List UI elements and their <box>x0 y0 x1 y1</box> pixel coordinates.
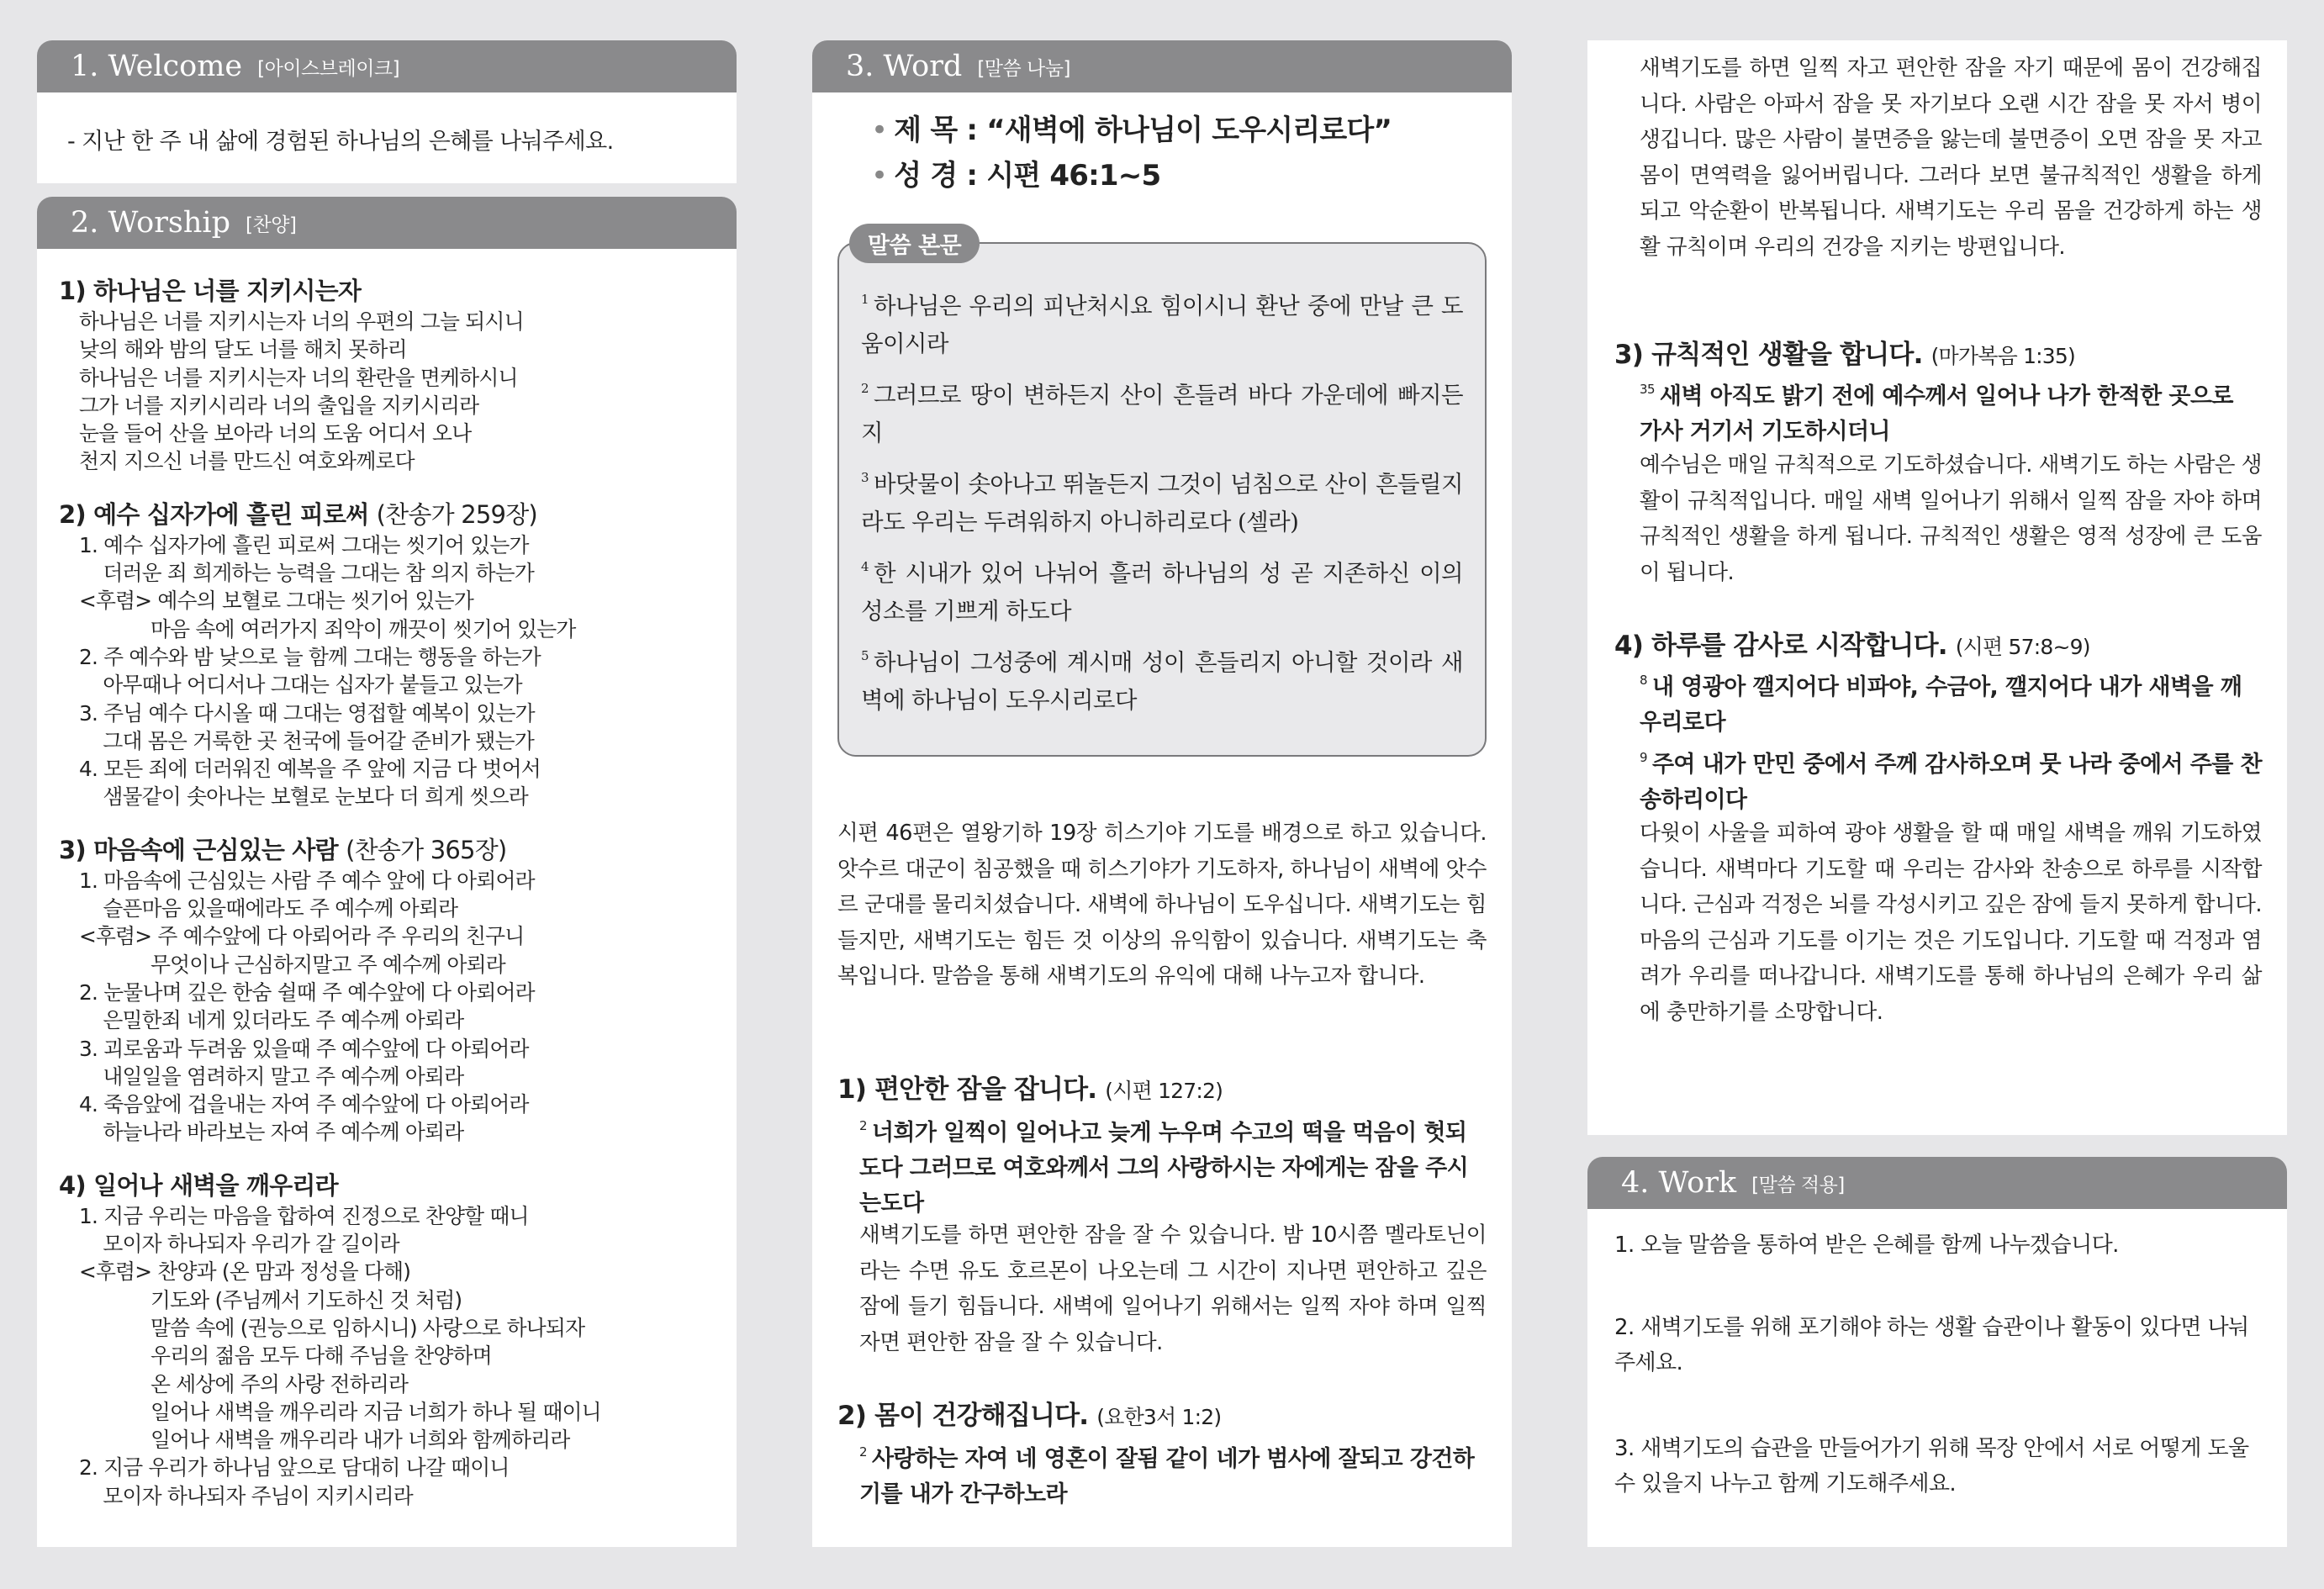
word-body <box>812 92 1512 1547</box>
scripture-value: 시편 46:1~5 <box>986 159 1161 193</box>
sermon-topic <box>871 108 1392 153</box>
worship-title: 2. Worship <box>71 206 231 240</box>
point-4-verse-2-num: 9 <box>1640 750 1647 765</box>
column-1 <box>37 40 737 1547</box>
song-hymn-number: (찬송가 365장) <box>346 835 507 864</box>
point-3-verse <box>1640 372 2262 450</box>
bullet-icon: • <box>871 159 888 193</box>
work-body <box>1587 1209 2287 1547</box>
song-lyric-line: 아무때나 어디서나 그대는 십자가 붙들고 있는가 <box>79 673 522 698</box>
song-lyric-line: 그대 몸은 거룩한 곳 천국에 들어갈 준비가 됐는가 <box>79 728 534 753</box>
song-lyric-line: 그가 너를 지키시리라 너의 출입을 지키시리라 <box>79 393 479 418</box>
song-lyric-line: 무엇이나 근심하지말고 주 예수께 아뢰라 <box>79 952 505 977</box>
point-4-verse-2-text: 주여 내가 만민 중에서 주께 감사하오며 뭇 나라 중에서 주를 찬송하리이다 <box>1640 752 2263 813</box>
verse-number: 2 <box>861 381 869 396</box>
welcome-title: 1. Welcome <box>71 50 243 83</box>
song-title-text: 1) 하나님은 너를 지키시는자 <box>59 277 362 305</box>
song-lyric-line: 내일일을 염려하지 말고 주 예수께 아뢰라 <box>79 1064 464 1089</box>
point-1-heading <box>837 1068 1223 1106</box>
scripture-verse <box>861 281 1463 363</box>
point-1-ref: (시편 127:2) <box>1105 1079 1223 1103</box>
welcome-text: - 지난 한 주 내 삶에 경험된 하나님의 은혜를 나눠주세요. <box>67 129 614 155</box>
verse-number: 3 <box>861 470 869 485</box>
word-continued <box>1587 40 2287 1135</box>
word-header <box>812 40 1512 92</box>
song-lyric-line: <후렴> 주 예수앞에 다 아뢰어라 주 우리의 친구니 <box>79 924 525 949</box>
point-2-verse <box>859 1434 1487 1512</box>
work-item-2: 2. 새벽기도를 위해 포기해야 하는 생활 습관이나 활동이 있다면 나눠주세요. <box>1614 1315 2249 1375</box>
song-lyric-line: 하나님은 너를 지키시는자 너의 환란을 면케하시니 <box>79 365 518 390</box>
point-4-ref: (시편 57:8~9) <box>1955 635 2090 659</box>
song-lyric-line: 2. 주 예수와 밤 낮으로 늘 함께 그대는 행동을 하는가 <box>79 644 541 669</box>
song-lyric-line: 하늘나라 바라보는 자여 주 예수께 아뢰라 <box>79 1120 464 1145</box>
point-4-heading <box>1614 624 2090 662</box>
song-lyric-line: <후렴> 찬양과 (온 맘과 정성을 다해) <box>79 1259 411 1285</box>
point-3-verse-text: 새벽 아직도 밝기 전에 예수께서 일어나 나가 한적한 곳으로 가사 거기서 기도하시더니 <box>1640 383 2233 445</box>
verse-list <box>861 281 1463 726</box>
point-4-verse-2 <box>1640 740 2262 818</box>
scripture-verse <box>861 637 1463 720</box>
song-list <box>59 274 723 1510</box>
point-4-verse-1 <box>1640 663 2262 741</box>
scripture-badge: 말씀 본문 <box>849 224 980 263</box>
verse-text: 하나님은 우리의 피난처시요 힘이시니 환난 중에 만날 큰 도움이시라 <box>861 293 1463 357</box>
song-lyric-line: 은밀한죄 네게 있더라도 주 예수께 아뢰라 <box>79 1008 464 1033</box>
song-lyric-line: 낮의 해와 밤의 달도 너를 해치 못하리 <box>79 337 407 362</box>
intro-paragraph: 시편 46편은 열왕기하 19장 히스기야 기도를 배경으로 하고 있습니다. 앗수르 대군이 침공했을 때 히스기야가 기도하자, 하나님이 새벽에 앗수르 군대를 물리치셨습니다. 새벽에 하나님이 도우십니다. 새벽기도는 힘들지만, 새벽기도는 힘든 것 이상의 유익함이 있습니다. 새벽기도는 축복입니다. 말씀을 통해 새벽기도의 유익에 대해 나누고자 합니다. <box>837 821 1487 989</box>
point-4-body: 다윗이 사울을 피하여 광야 생활을 할 때 매일 새벽을 깨워 기도하였습니다. 새벽마다 기도할 때 우리는 감사와 찬송으로 하루를 시작합니다. 근심과 걱정은 뇌를 각성시키고 깊은 잠에 들지 못하게 합니다. 마음의 근심과 기도를 이기는 것은 기도입니다. 기도할 때 걱정과 염려가 우리를 떠나갑니다. 새벽기도를 통해 하나님의 은혜가 우리 삶에 충만하기를 소망합니다. <box>1640 821 2262 1025</box>
point-3-title: 3) 규칙적인 생활을 합니다. <box>1614 340 1923 370</box>
song-lyric-line: 더러운 죄 희게하는 능력을 그대는 참 의지 하는가 <box>79 561 534 586</box>
point-1-body: 새벽기도를 하면 편안한 잠을 잘 수 있습니다. 밤 10시쯤 멜라토닌이라는 수면 유도 호르몬이 나오는데 그 시간이 지나면 편안하고 깊은 잠에 들기 힘듭니다. 새벽에 일어나기 위해서는 일찍 자야 하며 일찍 자면 편안한 잠을 잘 수 있습니다. <box>859 1222 1487 1355</box>
song-lyric-line: 4. 죽음앞에 겁을내는 자여 주 예수앞에 다 아뢰어라 <box>79 1092 529 1117</box>
point-1-verse <box>859 1108 1487 1222</box>
song-title-text: 2) 예수 십자가에 흘린 피로써 <box>59 499 369 529</box>
work-header <box>1587 1157 2287 1209</box>
song-lyric-line: 하나님은 너를 지키시는자 너의 우편의 그늘 되시니 <box>79 309 524 334</box>
point-4-verse-1-num: 8 <box>1640 673 1647 688</box>
song-lyric-line: 슬픈마음 있을때에라도 주 예수께 아뢰라 <box>79 896 458 921</box>
song-title <box>59 833 723 867</box>
scripture-verse <box>861 548 1463 631</box>
song-title <box>59 1169 723 1202</box>
welcome-header <box>37 40 737 92</box>
verse-text: 그러므로 땅이 변하든지 산이 흔들려 바다 가운데에 빠지든지 <box>861 382 1463 446</box>
worship-subtitle: [찬양] <box>246 214 297 236</box>
work-subtitle: [말씀 적용] <box>1751 1174 1845 1196</box>
song-lyric-line: 샘물같이 솟아나는 보혈로 눈보다 더 희게 씻으라 <box>79 784 528 810</box>
song-lyric-line: 1. 예수 십자가에 흘린 피로써 그대는 씻기어 있는가 <box>79 532 529 557</box>
scripture-label: 성 경 : <box>894 159 987 193</box>
topic-value: “새벽에 하나님이 도우시리로다” <box>986 114 1392 147</box>
worship-header <box>37 197 737 249</box>
column-3 <box>1587 40 2287 1547</box>
song-title <box>59 274 723 308</box>
verse-number: 4 <box>861 559 869 574</box>
song-lyric-line: 1. 마음속에 근심있는 사람 주 예수 앞에 다 아뢰어라 <box>79 868 535 893</box>
song-lyric-line: 마음 속에 여러가지 죄악이 깨끗이 씻기어 있는가 <box>79 616 576 641</box>
song-lyric-line: 4. 모든 죄에 더러워진 예복을 주 앞에 지금 다 벗어서 <box>79 757 541 782</box>
scripture-verse <box>861 459 1463 541</box>
word-subtitle: [말씀 나눔] <box>977 57 1070 80</box>
song-lyric-line: 모이자 하나되자 주님이 지키시리라 <box>79 1483 413 1508</box>
song-lyric-line: <후렴> 예수의 보혈로 그대는 씻기어 있는가 <box>79 589 473 614</box>
point-4-title: 4) 하루를 감사로 시작합니다. <box>1614 631 1947 661</box>
point-1-title: 1) 편안한 잠을 잡니다. <box>837 1074 1097 1105</box>
scripture-box <box>837 242 1487 757</box>
point-3-ref: (마가복음 1:35) <box>1931 344 2075 368</box>
song-lyric-line: 기도와 (주님께서 기도하신 것 처럼) <box>79 1287 462 1312</box>
topic-label: 제 목 : <box>894 114 987 147</box>
song-title-text: 3) 마음속에 근심있는 사람 <box>59 835 338 864</box>
worship-body <box>37 249 737 1547</box>
point-2-ref: (요한3서 1:2) <box>1096 1405 1222 1429</box>
song-lyric-line: 눈을 들어 산을 보아라 너의 도움 어디서 오나 <box>79 421 472 446</box>
song-lyric-line: 2. 눈물나며 깊은 한숨 쉴때 주 예수앞에 다 아뢰어라 <box>79 979 535 1005</box>
song-title-text: 4) 일어나 새벽을 깨우리라 <box>59 1170 338 1200</box>
song-lyric-line: 천지 지으신 너를 만드신 여호와께로다 <box>79 449 415 474</box>
point-4-verse-1-text: 내 영광아 깰지어다 비파야, 수금아, 깰지어다 내가 새벽을 깨우리로다 <box>1640 674 2242 736</box>
point-2-heading <box>837 1394 1221 1432</box>
song-lyric-line: 모이자 하나되자 우리가 갈 길이라 <box>79 1232 399 1257</box>
point-2-verse-text: 사랑하는 자여 네 영혼이 잘됨 같이 네가 범사에 잘되고 강건하기를 내가 간구하노라 <box>859 1446 1475 1507</box>
song-lyric-line: 우리의 젊음 모두 다해 주님을 찬양하며 <box>79 1344 492 1369</box>
song-lyric-line: 3. 괴로움과 두려움 있을때 주 예수앞에 다 아뢰어라 <box>79 1036 529 1061</box>
verse-text: 하나님이 그성중에 계시매 성이 흔들리지 아니할 것이라 새벽에 하나님이 도우시리로다 <box>861 649 1463 714</box>
song-title <box>59 498 723 531</box>
song-lyric-line: 말씀 속에 (권능으로 임하시니) 사랑으로 하나되자 <box>79 1315 585 1340</box>
welcome-subtitle: [아이스브레이크] <box>257 57 400 80</box>
point-2-verse-num: 2 <box>859 1444 867 1460</box>
sermon-scripture <box>871 153 1160 198</box>
point-1-verse-num: 2 <box>859 1118 867 1133</box>
work-title: 4. Work <box>1621 1166 1737 1200</box>
point-3-verse-num: 35 <box>1640 382 1655 397</box>
point-2-title: 2) 몸이 건강해집니다. <box>837 1401 1089 1431</box>
verse-text: 바닷물이 솟아나고 뛰놀든지 그것이 넘침으로 산이 흔들릴지라도 우리는 두려워하지 아니하리로다 (셀라) <box>861 471 1463 536</box>
verse-number: 5 <box>861 648 869 663</box>
point-3-body: 예수님은 매일 규칙적으로 기도하셨습니다. 새벽기도 하는 사람은 생활이 규칙적입니다. 매일 새벽 일어나기 위해서 일찍 잠을 자야 하며 규칙적인 생활을 하게 됩니다. 규칙적인 생활은 영적 성장에 큰 도움이 됩니다. <box>1640 452 2262 585</box>
song-lyric-line: 온 세상에 주의 사랑 전하리라 <box>79 1371 409 1396</box>
verse-number: 1 <box>861 292 869 307</box>
welcome-body <box>37 92 737 183</box>
column-2 <box>812 40 1512 1547</box>
point-1-verse-text: 너희가 일찍이 일어나고 늦게 누우며 수고의 떡을 먹음이 헛되도다 그러므로 여호와께서 그의 사랑하시는 자에게는 잠을 주시는도다 <box>859 1120 1469 1217</box>
point-2-body: 새벽기도를 하면 일찍 자고 편안한 잠을 자기 때문에 몸이 건강해집니다. 사람은 아파서 잠을 못 자기보다 오랜 시간 잠을 못 자서 병이 생깁니다. 많은 사람이 불면증을 앓는데 불면증이 오면 잠을 못 자고 몸이 면역력을 잃어버립니다. 그러다 보면 불규칙적인 생활을 하게 되고 악순환이 반복됩니다. 새벽기도는 우리 몸을 건강하게 하는 생활 규칙이며 우리의 건강을 지키는 방편입니다. <box>1640 55 2262 260</box>
song-lyric-line: 일어나 새벽을 깨우리라 지금 너희가 하나 될 때이니 <box>79 1399 601 1424</box>
work-item-3: 3. 새벽기도의 습관을 만들어가기 위해 목장 안에서 서로 어떻게 도울 수 있을지 나누고 함께 기도해주세요. <box>1614 1436 2249 1497</box>
song-hymn-number: (찬송가 259장) <box>376 499 537 529</box>
work-item-1: 1. 오늘 말씀을 통하여 받은 은혜를 함께 나누겠습니다. <box>1614 1233 2119 1258</box>
point-3-heading <box>1614 333 2075 371</box>
verse-text: 한 시내가 있어 나뉘어 흘러 하나님의 성 곧 지존하신 이의 성소를 기쁘게 하도다 <box>861 560 1463 625</box>
bullet-icon: • <box>871 114 888 147</box>
song-lyric-line: 2. 지금 우리가 하나님 앞으로 담대히 나갈 때이니 <box>79 1455 510 1481</box>
song-lyric-line: 3. 주님 예수 다시올 때 그대는 영접할 예복이 있는가 <box>79 700 535 726</box>
scripture-verse <box>861 370 1463 452</box>
song-lyric-line: 일어나 새벽을 깨우리라 내가 너희와 함께하리라 <box>79 1428 570 1453</box>
word-title: 3. Word <box>846 50 963 83</box>
song-lyric-line: 1. 지금 우리는 마음을 합하여 진정으로 찬양할 때니 <box>79 1203 529 1228</box>
